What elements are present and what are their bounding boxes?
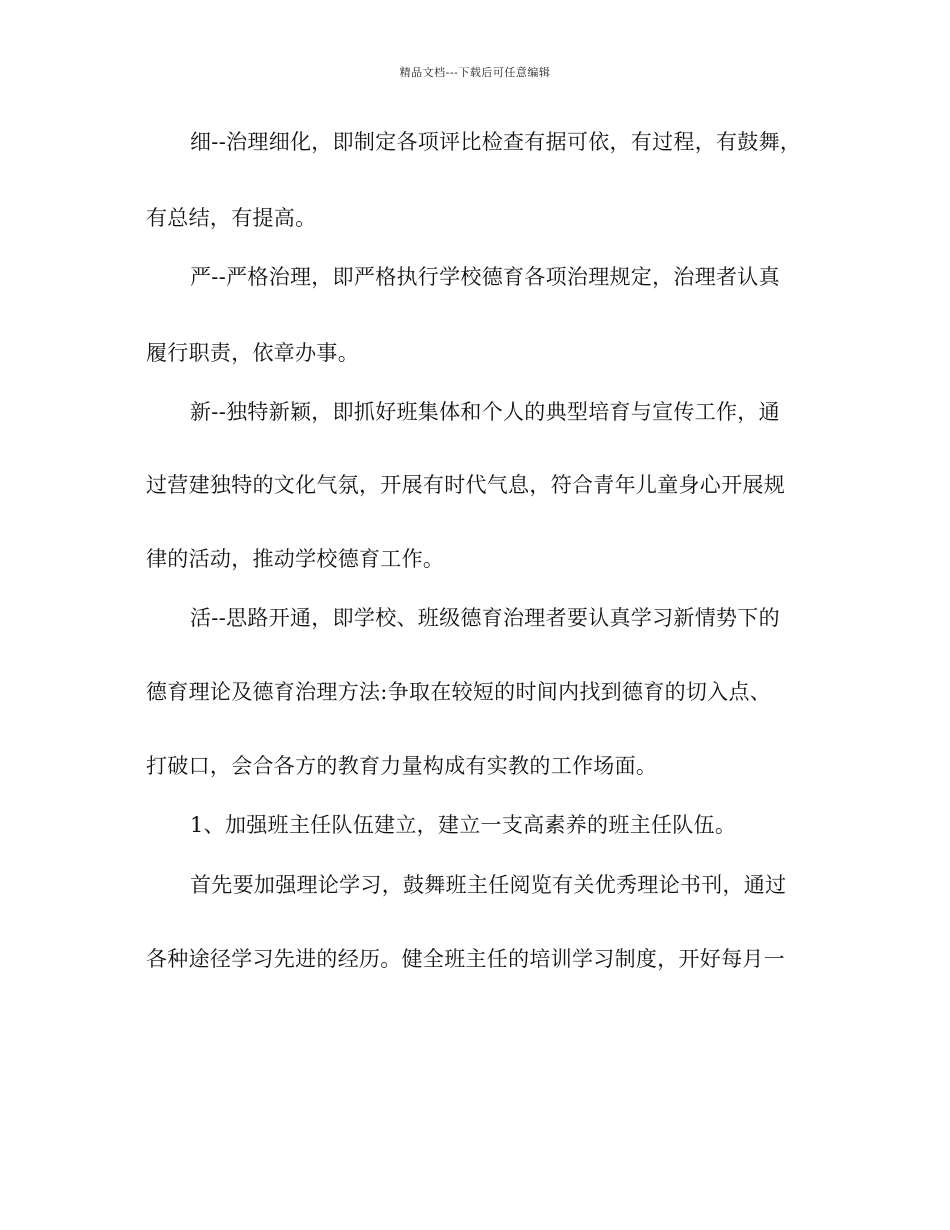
paragraph-line: 过营建独特的文化气氛，开展有时代气息，符合青年儿童身心开展规 xyxy=(146,473,785,497)
paragraph-line: 1、加强班主任队伍建立，建立一支高素养的班主任队伍。 xyxy=(190,813,737,837)
paragraph-line: 活--思路开通，即学校、班级德育治理者要认真学习新情势下的 xyxy=(190,606,780,630)
paragraph-line: 德育理论及德育治理方法:争取在较短的时间内找到德育的切入点、 xyxy=(146,680,772,704)
document-header: 精品文档---下载后可任意编辑 xyxy=(399,66,551,79)
paragraph-line: 首先要加强理论学习，鼓舞班主任阅览有关优秀理论书刊，通过 xyxy=(190,873,787,897)
paragraph-line: 细--治理细化，即制定各项评比检查有据可依，有过程，有鼓舞， xyxy=(190,130,802,154)
paragraph-line: 履行职责，依章办事。 xyxy=(146,341,359,365)
paragraph-line: 新--独特新颖，即抓好班集体和个人的典型培育与宣传工作，通 xyxy=(190,400,780,424)
paragraph-line: 有总结，有提高。 xyxy=(146,206,317,230)
paragraph-line: 严--严格治理，即严格执行学校德育各项治理规定，治理者认真 xyxy=(190,265,780,289)
paragraph-line: 律的活动，推动学校德育工作。 xyxy=(146,547,445,571)
paragraph-line: 打破口，会合各方的教育力量构成有实教的工作场面。 xyxy=(146,754,658,778)
paragraph-line: 各种途径学习先进的经历。健全班主任的培训学习制度，开好每月一 xyxy=(146,947,785,971)
